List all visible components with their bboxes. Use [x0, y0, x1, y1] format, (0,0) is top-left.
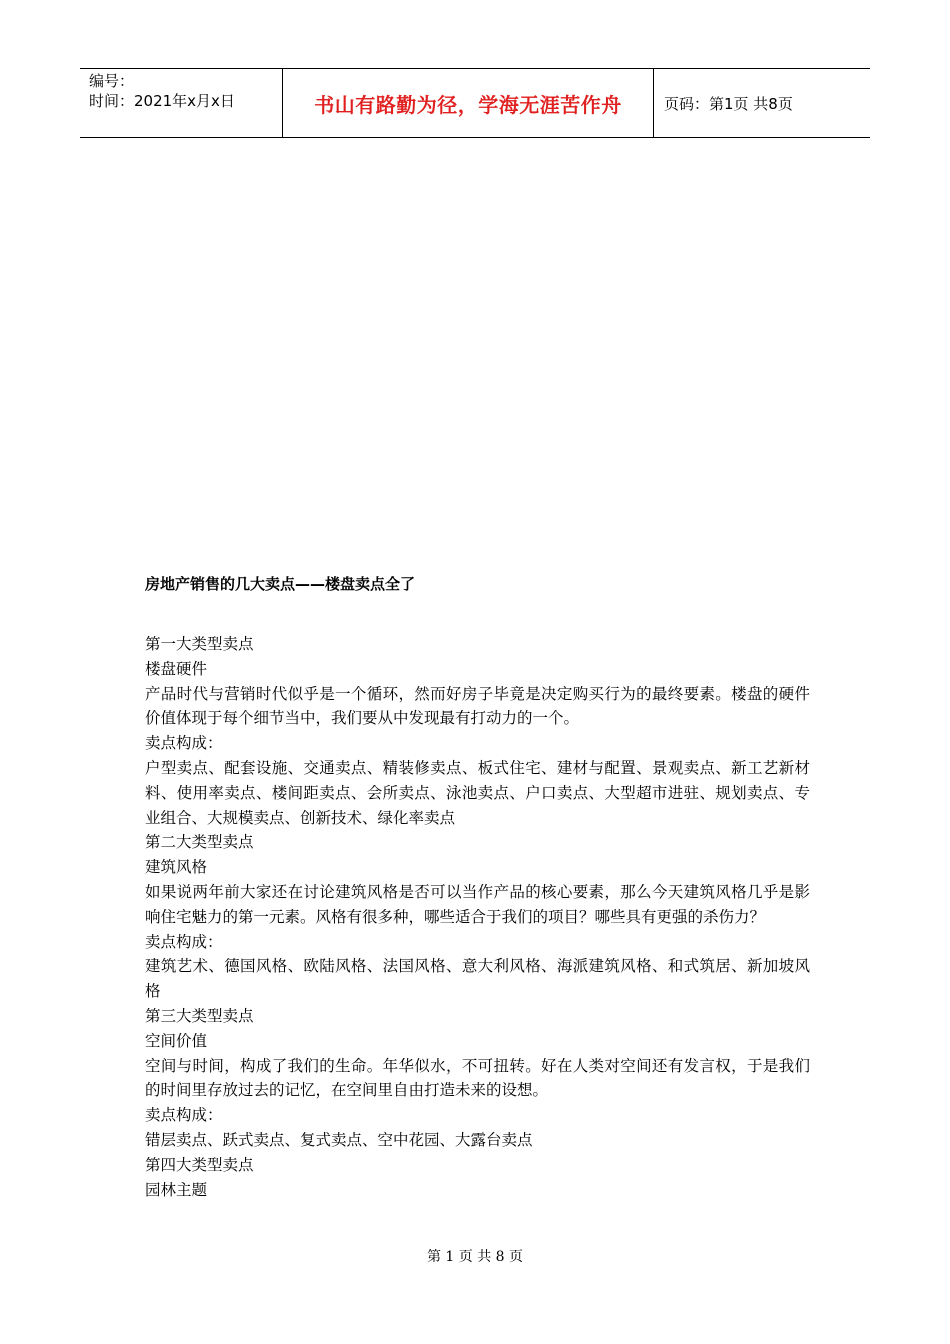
paragraph: 户型卖点、配套设施、交通卖点、精装修卖点、板式住宅、建材与配置、景观卖点、新工艺新材料、使用率卖点、楼间距卖点、会所卖点、泳池卖点、户口卖点、大型超市进驻、规划卖点、专业组合、大规模卖点、创新技术、绿化率卖点: [145, 758, 810, 827]
paragraph: 卖点构成：: [145, 932, 223, 951]
document-time-label: 时间：2021年x月x日: [89, 92, 235, 110]
document-body: [145, 572, 810, 1202]
paragraph: 第二大类型卖点: [145, 833, 254, 852]
paragraph: 卖点构成：: [145, 734, 223, 753]
paragraph: 建筑风格: [145, 858, 208, 877]
paragraph: 卖点构成：: [145, 1106, 223, 1125]
document-title: 房地产销售的几大卖点——楼盘卖点全了: [145, 575, 416, 593]
paragraph: 如果说两年前大家还在讨论建筑风格是否可以当作产品的核心要素，那么今天建筑风格几乎是影响住宅魅力的第一元素。风格有很多种，哪些适合于我们的项目？哪些具有更强的杀伤力？: [145, 882, 810, 926]
document-number-label: 编号：: [89, 72, 135, 90]
paragraph: 建筑艺术、德国风格、欧陆风格、法国风格、意大利风格、海派建筑风格、和式筑居、新加坡风格: [145, 957, 810, 1001]
paragraph: 空间与时间，构成了我们的生命。年华似水，不可扭转。好在人类对空间还有发言权，于是我们的时间里存放过去的记忆，在空间里自由打造未来的设想。: [145, 1056, 810, 1100]
paragraph: 空间价值: [145, 1031, 208, 1050]
paragraph: 第一大类型卖点: [145, 635, 254, 653]
page-header: [80, 68, 870, 138]
paragraph: 产品时代与营销时代似乎是一个循环，然而好房子毕竟是决定购买行为的最终要素。楼盘的硬件价值体现于每个细节当中，我们要从中发现最有打动力的一个。: [145, 684, 810, 728]
page-footer: 第 1 页 共 8 页: [426, 1249, 524, 1265]
paragraph: 第三大类型卖点: [145, 1006, 254, 1025]
paragraph: 错层卖点、跃式卖点、复式卖点、空中花园、大露台卖点: [145, 1130, 533, 1149]
header-page-info: 页码：第1页 共8页: [664, 94, 793, 113]
paragraph: 第四大类型卖点: [145, 1155, 254, 1174]
paragraph: 楼盘硬件: [145, 659, 208, 678]
paragraph: 园林主题: [145, 1180, 208, 1199]
header-motto: 书山有路勤为径，学海无涯苦作舟: [282, 69, 654, 137]
header-meta: [80, 69, 282, 137]
